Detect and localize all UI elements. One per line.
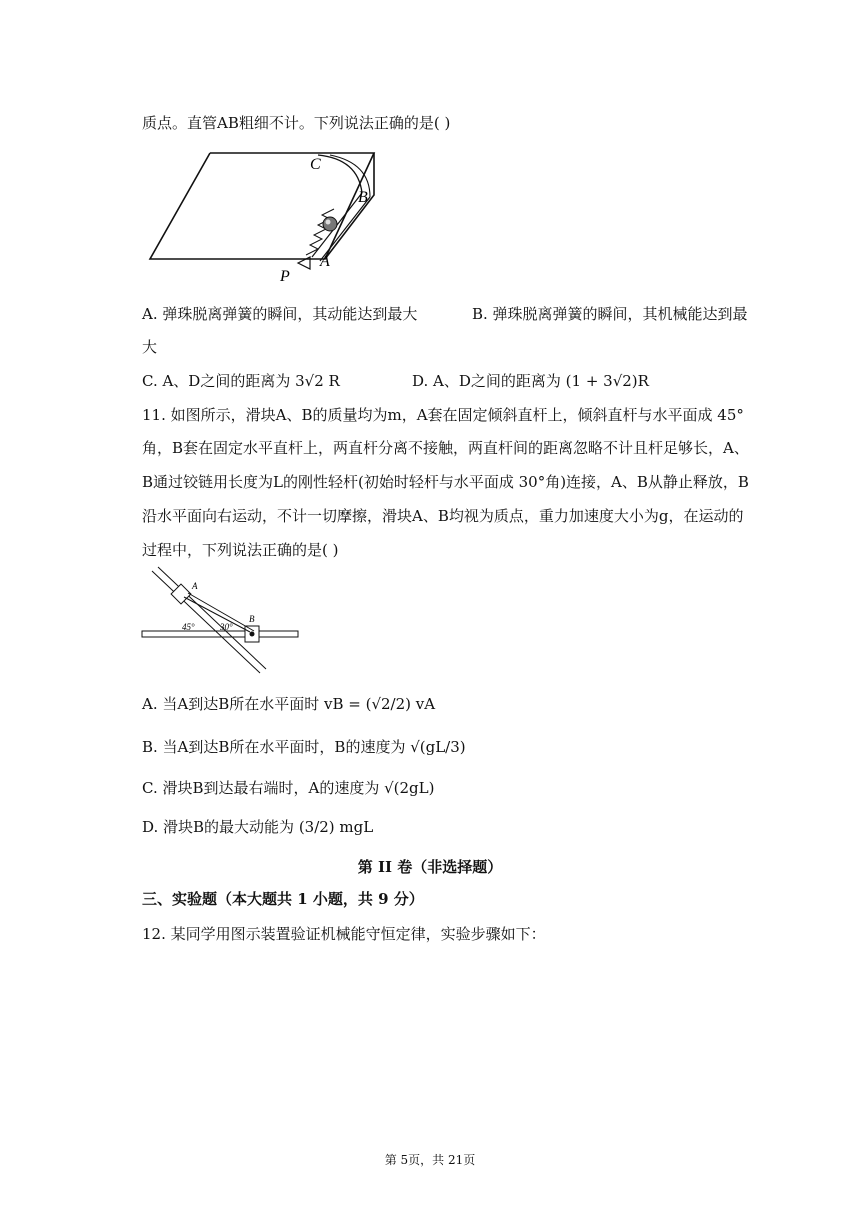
q11-line2: 角，B套在固定水平直杆上，两直杆分离不接触，两直杆间的距离忽略不计且杆足够长，A、 [142, 439, 749, 457]
part3-heading: 三、实验题（本大题共 1 小题，共 9 分） [142, 890, 424, 908]
q10-option-d: D. A、D之间的距离为 (1 + 3√2)R [412, 372, 649, 390]
q10-option-b-cont: 大 [142, 338, 158, 356]
q11-line3: B通过铰链用长度为L的刚性轻杆(初始时轻杆与水平面成 30°角)连接，A、B从静止释放，B [142, 473, 749, 491]
fig2-angle-30: 30° [220, 622, 233, 632]
fig2-label-B: B [249, 614, 255, 624]
label-C: C [310, 156, 321, 173]
q11-line4: 沿水平面向右运动，不计一切摩擦，滑块A、B均视为质点，重力加速度大小为g，在运动的 [142, 507, 744, 525]
q10-option-a: A. 弹珠脱离弹簧的瞬间，其动能达到最大 [142, 305, 418, 323]
q12-text: 12. 某同学用图示装置验证机械能守恒定律，实验步骤如下： [142, 925, 546, 943]
figure-sliders-rods [140, 565, 305, 680]
q10-option-b: B. 弹珠脱离弹簧的瞬间，其机械能达到最 [472, 305, 748, 323]
q11-option-b: B. 当A到达B所在水平面时，B的速度为 √(gL/3) [142, 738, 466, 756]
q11-line5: 过程中，下列说法正确的是( ) [142, 541, 339, 559]
page-footer: 第 5页，共 21页 [384, 1153, 476, 1167]
q10-option-c: C. A、D之间的距离为 3√2 R [142, 372, 340, 390]
label-P: P [280, 268, 290, 285]
q11-line1: 11. 如图所示，滑块A、B的质量均为m，A套在固定倾斜直杆上，倾斜直杆与水平面成 45° [142, 406, 744, 424]
label-B: B [358, 189, 368, 206]
section-title: 第 II 卷（非选择题） [357, 858, 503, 876]
q11-option-c: C. 滑块B到达最右端时，A的速度为 √(2gL) [142, 779, 435, 797]
fig2-label-A: A [192, 581, 198, 591]
q11-option-d: D. 滑块B的最大动能为 (3/2) mgL [142, 818, 374, 836]
fig2-angle-45: 45° [182, 622, 195, 632]
q11-option-a: A. 当A到达B所在水平面时 vB = (√2/2) vA [142, 695, 436, 713]
intro-text: 质点。直管AB粗细不计。下列说法正确的是( ) [142, 114, 451, 132]
figure-spring-tube [140, 145, 390, 290]
label-A: A [320, 253, 330, 270]
